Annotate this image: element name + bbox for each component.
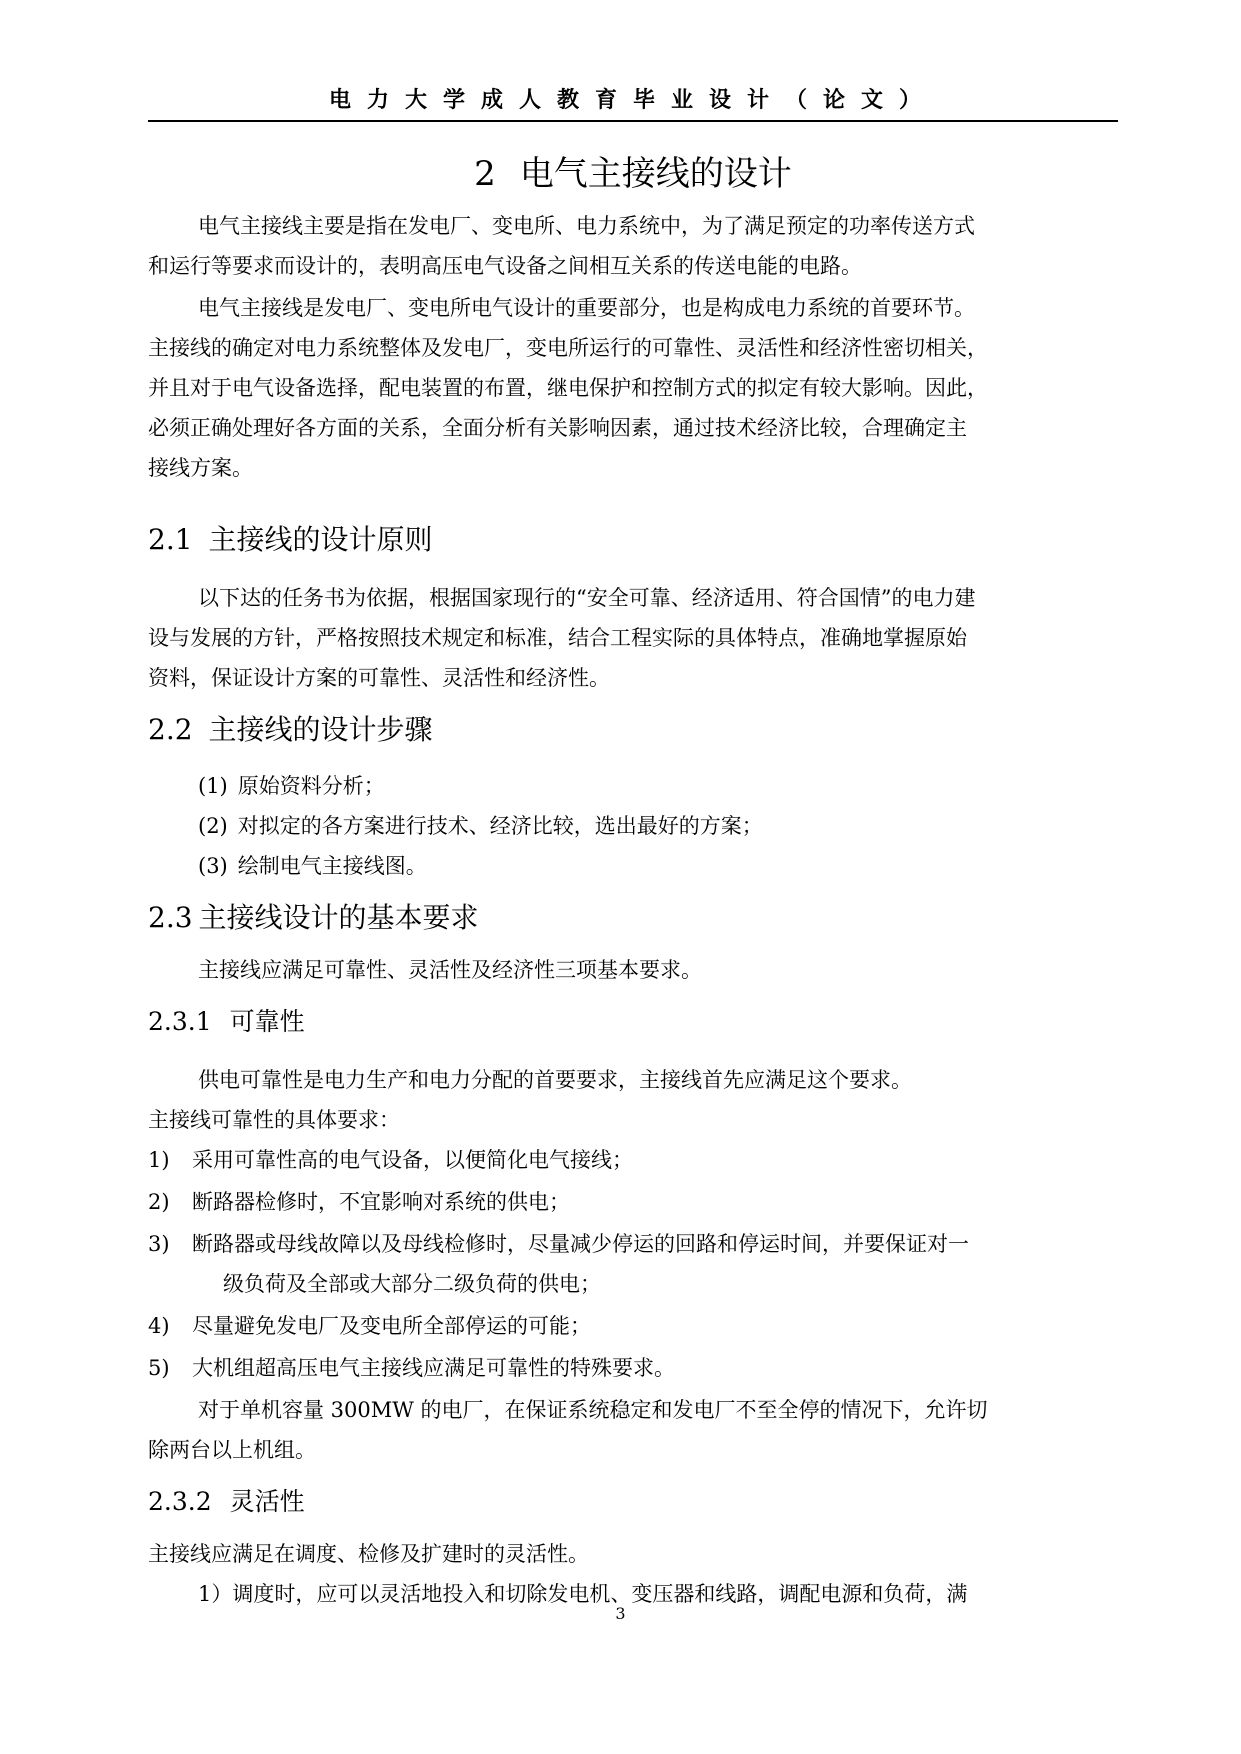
step-item (198, 846, 427, 886)
section-2-1-heading (148, 520, 433, 560)
chapter-title-text: 电气主接线的设计 (519, 154, 792, 194)
step-item (198, 806, 763, 846)
section-title: 主接线的设计步骤 (208, 713, 433, 746)
sec231-p3-line1: 对于单机容量 300MW 的电厂，在保证系统稳定和发电厂不至全停的情况下，允许切 (198, 1398, 988, 1422)
subsection-2-3-2-heading (148, 1482, 305, 1522)
section-number: 2.2 (148, 713, 193, 746)
requirement-marker: 2) (148, 1190, 170, 1214)
section-number: 2.1 (148, 523, 193, 556)
requirement-text: 断路器或母线故障以及母线检修时，尽量减少停运的回路和停运时间，并要保证对一 (192, 1232, 969, 1256)
requirement-text: 采用可靠性高的电气设备，以便简化电气接线； (192, 1148, 633, 1172)
subsection-title: 可靠性 (229, 1007, 305, 1036)
section-2-2-heading (148, 710, 433, 750)
intro-p2-line1: 电气主接线是发电厂、变电所电气设计的重要部分，也是构成电力系统的首要环节。 (198, 296, 975, 320)
sec231-p3-line2: 除两台以上机组。 (148, 1438, 316, 1462)
requirement-text: 尽量避免发电厂及变电所全部停运的可能； (192, 1314, 591, 1338)
requirement-marker: 3) (148, 1232, 170, 1256)
requirement-marker: 4) (148, 1314, 170, 1338)
section-title: 主接线的设计原则 (208, 523, 433, 556)
requirement-item (148, 1224, 1116, 1264)
requirement-item (148, 1140, 1116, 1180)
requirement-marker: 1) (148, 1148, 170, 1172)
sec231-p1: 供电可靠性是电力生产和电力分配的首要要求，主接线首先应满足这个要求。 (198, 1068, 912, 1092)
chapter-number: 2 (474, 154, 496, 194)
step-marker: (2) (198, 814, 228, 838)
section-2-3-heading (148, 898, 479, 938)
intro-p1-line2: 和运行等要求而设计的，表明高压电气设备之间相互关系的传送电能的电路。 (148, 254, 862, 278)
intro-p2-line2: 主接线的确定对电力系统整体及发电厂，变电所运行的可靠性、灵活性和经济性密切相关， (148, 336, 988, 360)
sec23-paragraph: 主接线应满足可靠性、灵活性及经济性三项基本要求。 (198, 958, 702, 982)
chapter-title (148, 152, 1118, 196)
section-number: 2.3 (148, 901, 193, 934)
requirement-item (148, 1306, 1116, 1346)
requirement-continuation: 级负荷及全部或大部分二级负荷的供电； (223, 1272, 601, 1296)
requirement-marker: 5) (148, 1356, 170, 1380)
running-header: 电力大学成人教育毕业设计（论文） (328, 88, 937, 113)
step-marker: (1) (198, 774, 228, 798)
sec21-line1: 以下达的任务书为依据，根据国家现行的“安全可靠、经济适用、符合国情”的电力建 (198, 586, 976, 610)
sec21-line3: 资料，保证设计方案的可靠性、灵活性和经济性。 (148, 666, 610, 690)
requirement-item (148, 1182, 1116, 1222)
intro-p2-line3: 并且对于电气设备选择，配电装置的布置，继电保护和控制方式的拟定有较大影响。因此， (148, 376, 988, 400)
intro-p2-line5: 接线方案。 (148, 456, 253, 480)
subsection-2-3-1-heading (148, 1002, 305, 1042)
sec21-line2: 设与发展的方针，严格按照技术规定和标准，结合工程实际的具体特点，准确地掌握原始 (148, 626, 967, 650)
step-text: 原始资料分析； (237, 774, 385, 798)
header-rule (148, 120, 1118, 122)
step-item (198, 766, 385, 806)
step-text: 绘制电气主接线图。 (237, 854, 427, 878)
requirement-text: 断路器检修时，不宜影响对系统的供电； (192, 1190, 570, 1214)
intro-p2-line4: 必须正确处理好各方面的关系，全面分析有关影响因素，通过技术经济比较，合理确定主 (148, 416, 967, 440)
section-title: 主接线设计的基本要求 (198, 901, 479, 934)
step-text: 对拟定的各方案进行技术、经济比较，选出最好的方案； (237, 814, 763, 838)
page-number: 3 (615, 1604, 626, 1623)
sec232-p1: 主接线应满足在调度、检修及扩建时的灵活性。 (148, 1542, 589, 1566)
requirement-text: 大机组超高压电气主接线应满足可靠性的特殊要求。 (192, 1356, 675, 1380)
step-marker: (3) (198, 854, 228, 878)
subsection-number: 2.3.1 (148, 1007, 212, 1036)
sec232-p2: 1）调度时，应可以灵活地投入和切除发电机、变压器和线路，调配电源和负荷，满 (198, 1582, 968, 1606)
subsection-number: 2.3.2 (148, 1487, 212, 1516)
sec231-p2: 主接线可靠性的具体要求： (148, 1108, 400, 1132)
subsection-title: 灵活性 (229, 1487, 305, 1516)
requirement-item (148, 1348, 1116, 1388)
intro-p1-line1: 电气主接线主要是指在发电厂、变电所、电力系统中，为了满足预定的功率传送方式 (198, 214, 975, 238)
